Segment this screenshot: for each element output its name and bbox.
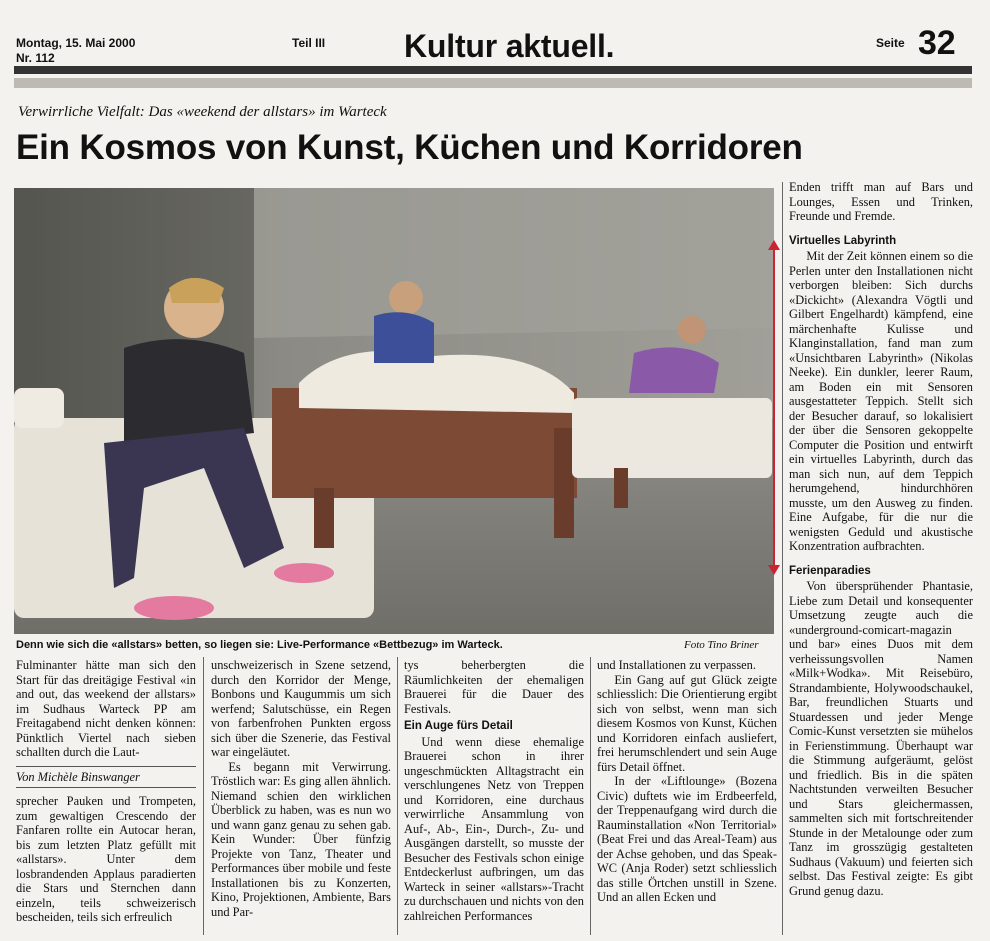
- article-photo: [14, 188, 774, 634]
- column-rule: [782, 182, 783, 935]
- page-label: Seite: [876, 36, 905, 50]
- paragraph: Mit der Zeit können einem so die Perlen unter den Installationen nicht verborgen bleiben: Sich durchs «Dickicht» (Alexandra Vögtli und Gilbert Engelhardt) kämpfend, eine märchenhafte Kulisse und Klanginstallation, fand man zum «Unsichtbaren Labyrinth» (Nikolas Neeke). Ein dunkler, leerer Raum, am Boden ein mit Sensoren ausgestatteter Teppich. Stellt sich der Besucher darauf, so lokalisiert der über die Sensoren gekoppelte Computer die Position und entwirft ein virtuelles Labyrinth, durch das man sich nun, auf dem Teppich herumgehend, hindurchhören musste, um den Ausweg zu finden. Eine Aufgabe, für die nur die wenigsten Geduld und akustische Konzentration aufbrachten.: [789, 249, 973, 553]
- masthead-band: [14, 78, 972, 88]
- column-rule: [203, 657, 204, 935]
- subheading: Ein Auge fürs Detail: [404, 720, 513, 732]
- accent-arrow-up-icon: [768, 240, 780, 250]
- column-rule: [397, 657, 398, 935]
- section-title: Kultur aktuell.: [404, 28, 615, 64]
- article-column-1: [16, 658, 196, 925]
- column-rule: [590, 657, 591, 935]
- accent-arrow-line: [773, 246, 775, 568]
- photo-credit: Foto Tino Briner: [684, 639, 759, 651]
- page-number: 32: [918, 24, 956, 62]
- article-column-2: [211, 658, 391, 919]
- article-column-3: [404, 658, 584, 923]
- subheading: Ferienparadies: [789, 564, 871, 577]
- issue-date: Montag, 15. Mai 2000: [16, 36, 136, 50]
- article-column-5: [789, 180, 973, 898]
- subheading: Virtuelles Labyrinth: [789, 234, 897, 247]
- paragraph: tys beherbergten die Räumlichkeiten der ehemaligen Brauerei für die Dauer des Festivals.: [404, 658, 584, 716]
- paragraph: In der «Liftlounge» (Bozena Civic) duftets wie im Erdbeerfeld, der Treppenaufgang wird durch die Rauminstallation «Non Territorial» (Beat Frei und das Areal-Team) aus der Achse gehoben, und das Speak-WC (Anja Roder) setzt schliesslich das stille Örtchen unstill in Szene. Und an allen Ecken und: [597, 774, 777, 904]
- paragraph: Von übersprühender Phantasie, Liebe zum Detail und konsequenter Umsetzung zeugte auch die «underground-comicart-magazin und bar» eines Duos mit dem verheissungsvollen Namen «Milk+Wodka». Mit Reisebüro, Strandambiente, Holywoodschaukel, Bar, freundlichen Stuarts und Stuardessen und jeder Menge Comic-Kunst versetzten sie mühelos in Ferienstimmung. Überhaupt war die Stimmung aufgeräumt, gelöst und friedlich. Bis in die späten Nachtstunden verweilten Besucher und Stars gleichermassen, sammelten sich mit fortschreitender Stunde in der Metalounge oder zum Tanz im grosszügig gestalteten Sudhaus (Vakuum) und feierten sich selbst. Das Festival zeigte: Es gibt Grund genug dazu.: [789, 579, 973, 898]
- masthead-rule: [14, 66, 972, 74]
- accent-arrow-down-icon: [768, 565, 780, 575]
- photo-illustration: [14, 188, 774, 634]
- photo-caption: Denn wie sich die «allstars» betten, so liegen sie: Live-Performance «Bettbezug» im Warteck.: [16, 639, 503, 651]
- paragraph: Fulminanter hätte man sich den Start für das dreitägige Festival «in and out, das weekend der allstars» im Sudhaus Warteck PP am Freitagabend nicht denken können: Pünktlich Viertel nach sieben schallten durch die Laut-: [16, 658, 196, 759]
- paragraph: und Installationen zu verpassen.: [597, 658, 756, 672]
- section-part: Teil III: [292, 36, 326, 50]
- paragraph: Und wenn diese ehemalige Brauerei schon in ihrer ungeschmückten Alltagstracht ein verschlungenes Netz von Treppen und Korridoren, eine durchaus verwirrliche Ansammlung von Auf-, Ab-, Ein-, Durch-, Zu- und Ausgängen darstellt, so musste der Besucher des Festivals schon einige Entdeckerlust aufbringen, um das Warteck in seiner «allstars»-Tracht zu durchschauen und nichts von den zahlreichen Performances: [404, 734, 584, 923]
- paragraph: Es begann mit Verwirrung. Tröstlich war: Es ging allen ähnlich. Niemand schien den wirklichen Überblick zu haben, was es nun wo und wann ganz genau zu sehen gab. Kein Wunder: Über fünfzig Projekte von Tanz, Theater und Performances über mobile und feste Installationen bis zu Konzerten, Kino, Projektionen, Ambiente, Bars und Par-: [211, 759, 391, 919]
- article-headline: Ein Kosmos von Kunst, Küchen und Korridoren: [16, 128, 803, 167]
- paragraph: Enden trifft man auf Bars und Lounges, Essen und Trinken, Freunde und Fremde.: [789, 180, 973, 223]
- article-column-4: [597, 658, 777, 905]
- paragraph: sprecher Pauken und Trompeten, zum gewaltigen Crescendo der Fanfaren rollte ein Autocar heran, bis zum letzten Platz gefüllt mit «allstars». Unter dem losbrandenden Applaus paradierten die Stars und Sternchen dann einzeln, teils schweizerisch bescheiden, teils sich erfreulich: [16, 794, 196, 924]
- article-kicker: Verwirrliche Vielfalt: Das «weekend der allstars» im Warteck: [18, 104, 387, 120]
- issue-number: Nr. 112: [16, 51, 55, 65]
- byline: Von Michèle Binswanger: [16, 766, 196, 789]
- paragraph: Ein Gang auf gut Glück zeigte schliesslich: Die Orientierung ergibt sich von selbst, wenn man sich diesem Kosmos von Kunst, Küchen und Korridoren einfach ausliefert, frei herumschlendert und sein Auge fürs Detail öffnet.: [597, 672, 777, 774]
- paragraph: unschweizerisch in Szene setzend, durch den Korridor der Menge, Bonbons und Kaugummis um sich werfend; Salutschüsse, ein Regen von farbenfrohen Punkten ergoss sich über die Szenerie, das Festival war eingeläutet.: [211, 658, 391, 759]
